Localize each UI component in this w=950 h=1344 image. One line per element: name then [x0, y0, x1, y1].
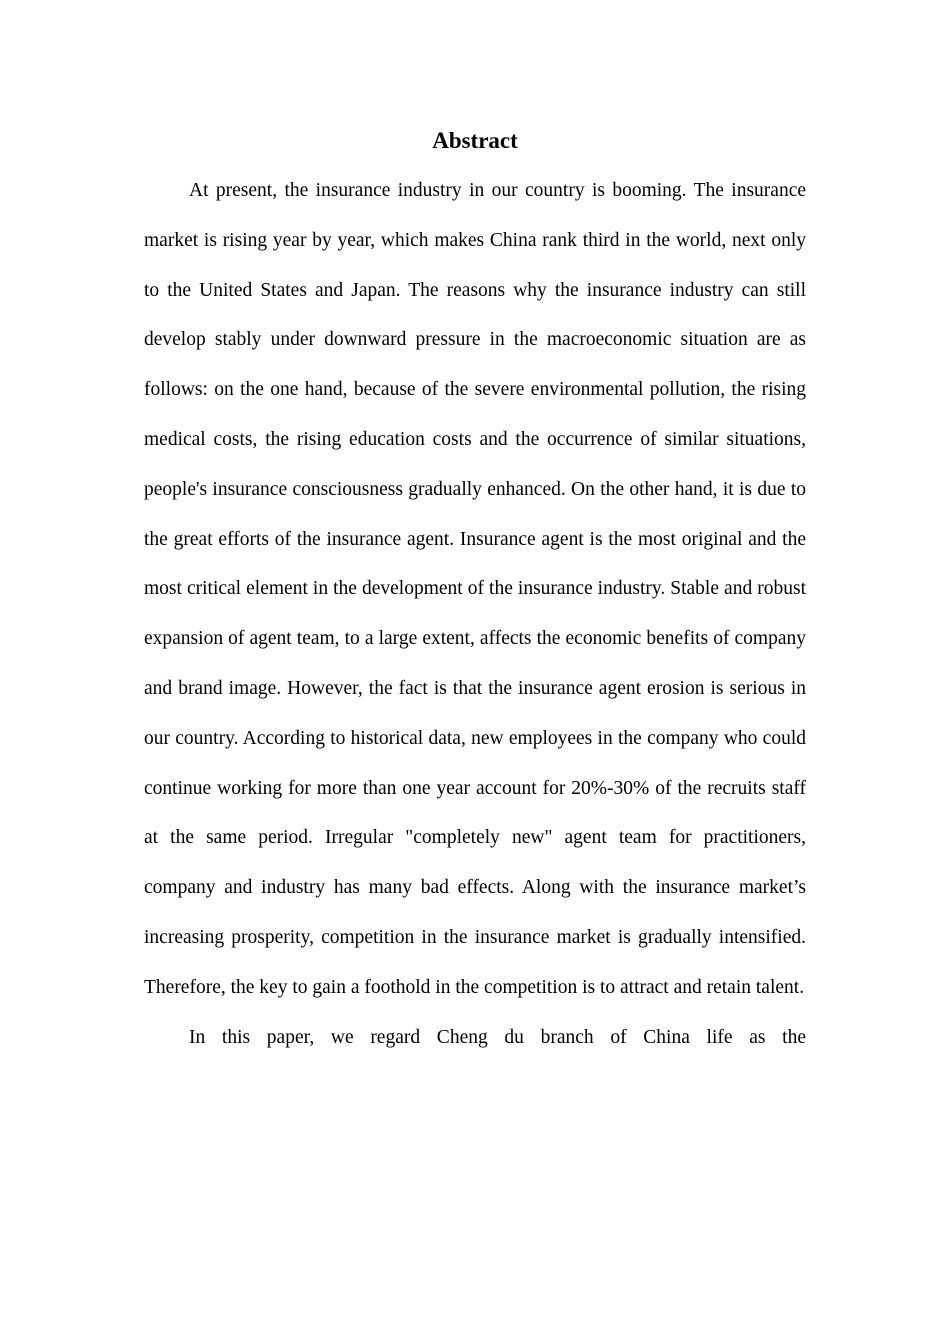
abstract-body [144, 166, 806, 1062]
abstract-paragraph-2: In this paper, we regard Cheng du branch of China life as the [189, 1026, 806, 1048]
abstract-title: Abstract [432, 128, 518, 153]
abstract-paragraph-1: At present, the insurance industry in our country is booming. The insurance market is rising year by year, which makes China rank third in the world, next only to the United States and Japan. The reasons why the insurance industry can still develop stably under downward pressure in the macroeconomic situation are as follows: on the one hand, because of the severe environmental pollution, the rising medical costs, the rising education costs and the occurrence of similar situations, people's insurance consciousness gradually enhanced. On the other hand, it is due to the great efforts of the insurance agent. Insurance agent is the most original and the most critical element in the development of the insurance industry. Stable and robust expansion of agent team, to a large extent, affects the economic benefits of company and brand image. However, the fact is that the insurance agent erosion is serious in our country. According to historical data, new employees in the company who could continue working for more than one year account for 20%-30% of the recruits staff at the same period. Irregular "completely new" agent team for practitioners, company and industry has many bad effects. Along with the insurance market’s increasing prosperity, competition in the insurance market is gradually intensified. Therefore, the key to gain a foothold in the competition is to attract and retain talent. [144, 180, 806, 998]
